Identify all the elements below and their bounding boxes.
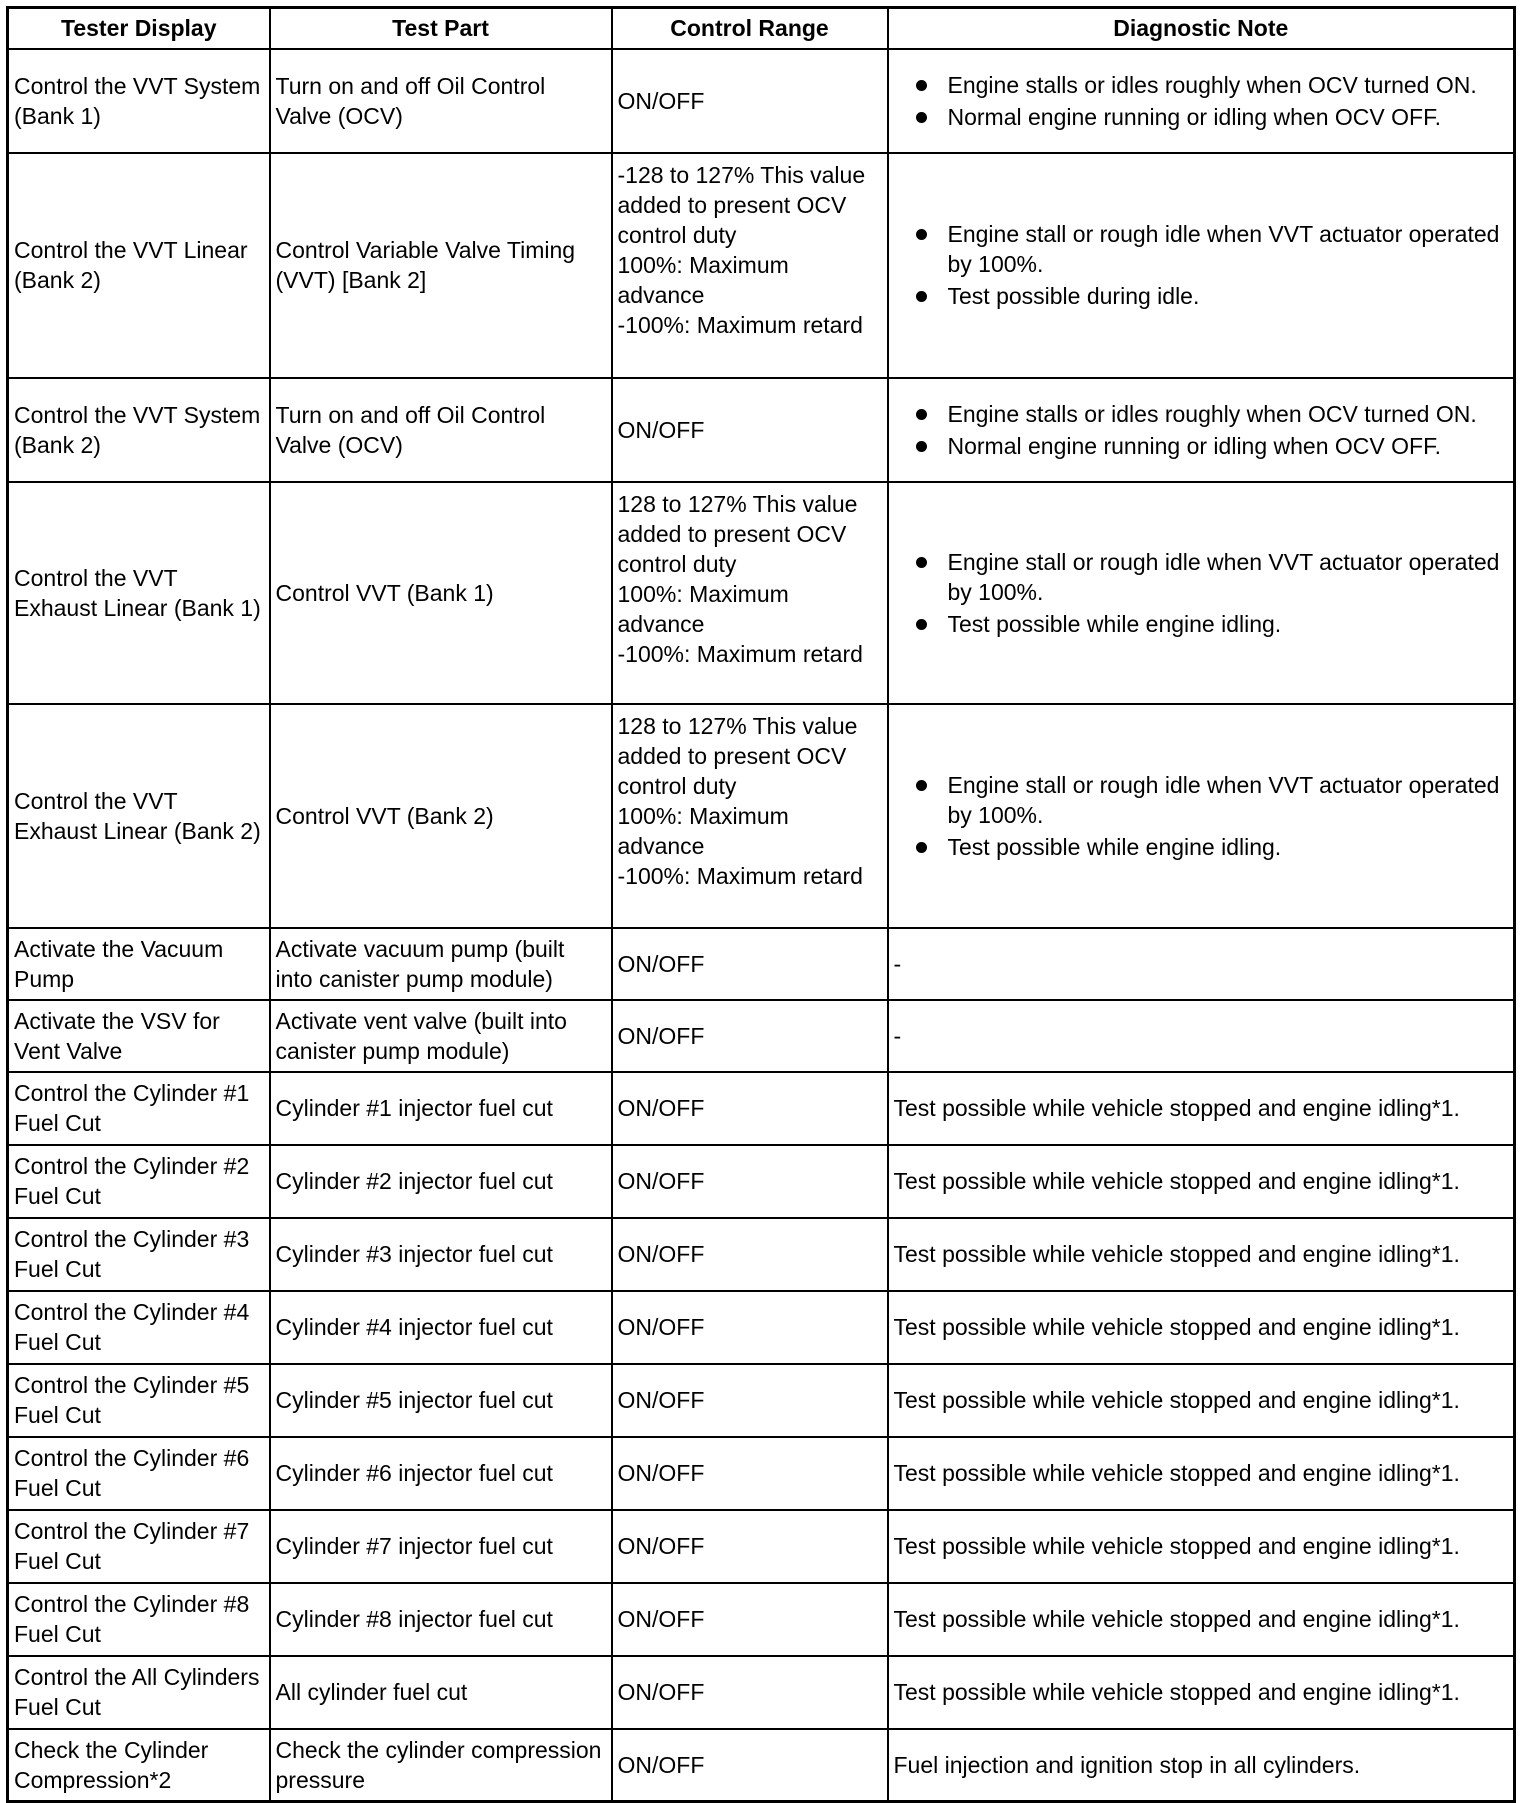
tester-display-cell: Control the VVT Exhaust Linear (Bank 2) — [8, 704, 270, 928]
test-part-cell: Check the cylinder compression pressure — [270, 1729, 612, 1802]
tester-display-cell: Control the VVT System (Bank 1) — [8, 49, 270, 153]
control-range-cell: ON/OFF — [612, 49, 888, 153]
test-part-cell: Control VVT (Bank 2) — [270, 704, 612, 928]
note-text: Test possible during idle. — [947, 283, 1200, 309]
control-range-cell: ON/OFF — [612, 1000, 888, 1072]
table-row — [8, 1218, 1515, 1291]
header-diagnostic-note: Diagnostic Note — [888, 8, 1515, 49]
note-item — [916, 770, 1509, 830]
table-row — [8, 1510, 1515, 1583]
tester-display-cell: Control the All Cylinders Fuel Cut — [8, 1656, 270, 1729]
tester-display-cell: Control the Cylinder #3 Fuel Cut — [8, 1218, 270, 1291]
control-range-cell: ON/OFF — [612, 928, 888, 1000]
test-part-cell: Cylinder #6 injector fuel cut — [270, 1437, 612, 1510]
test-part-cell: Cylinder #4 injector fuel cut — [270, 1291, 612, 1364]
test-part-cell: Cylinder #1 injector fuel cut — [270, 1072, 612, 1145]
note-list — [894, 547, 1509, 639]
table-header-row — [8, 8, 1515, 49]
test-part-cell: Turn on and off Oil Control Valve (OCV) — [270, 49, 612, 153]
table-row — [8, 153, 1515, 378]
table-row — [8, 1583, 1515, 1656]
tester-display-cell: Check the Cylinder Compression*2 — [8, 1729, 270, 1802]
test-part-cell: All cylinder fuel cut — [270, 1656, 612, 1729]
bullet-icon — [916, 229, 927, 240]
control-range-cell: ON/OFF — [612, 1583, 888, 1656]
note-list — [894, 399, 1509, 461]
header-test-part: Test Part — [270, 8, 612, 49]
note-item — [916, 70, 1509, 100]
note-text: Engine stalls or idles roughly when OCV turned ON. — [947, 400, 1477, 427]
note-item — [916, 431, 1509, 461]
note-text: Normal engine running or idling when OCV OFF. — [947, 432, 1441, 459]
diagnostic-note-cell — [888, 153, 1515, 378]
note-item — [916, 832, 1509, 862]
test-part-cell: Control Variable Valve Timing (VVT) [Bank 2] — [270, 153, 612, 378]
tester-display-cell: Control the Cylinder #2 Fuel Cut — [8, 1145, 270, 1218]
control-range-cell: ON/OFF — [612, 1437, 888, 1510]
tester-display-cell: Control the Cylinder #5 Fuel Cut — [8, 1364, 270, 1437]
bullet-icon — [916, 441, 927, 452]
table-row — [8, 482, 1515, 704]
control-range-cell: ON/OFF — [612, 1510, 888, 1583]
diagnostic-note-cell: Test possible while vehicle stopped and engine idling*1. — [888, 1583, 1515, 1656]
diagnostic-note-cell: Test possible while vehicle stopped and engine idling*1. — [888, 1437, 1515, 1510]
bullet-icon — [916, 619, 927, 630]
note-item — [916, 547, 1509, 607]
bullet-icon — [916, 112, 927, 123]
table-row — [8, 1729, 1515, 1802]
table-row — [8, 1364, 1515, 1437]
diagnostic-note-cell: - — [888, 1000, 1515, 1072]
note-list — [894, 70, 1509, 132]
note-text: Test possible while engine idling. — [947, 610, 1282, 637]
diagnostic-note-cell: Test possible while vehicle stopped and engine idling*1. — [888, 1291, 1515, 1364]
diagnostic-note-cell: Test possible while vehicle stopped and engine idling*1. — [888, 1364, 1515, 1437]
diagnostic-note-cell: Test possible while vehicle stopped and engine idling*1. — [888, 1072, 1515, 1145]
tester-display-cell: Activate the VSV for Vent Valve — [8, 1000, 270, 1072]
bullet-icon — [916, 780, 927, 791]
table-row — [8, 1072, 1515, 1145]
note-item — [916, 609, 1509, 639]
tester-display-cell: Control the VVT Exhaust Linear (Bank 1) — [8, 482, 270, 704]
control-range-cell: ON/OFF — [612, 1291, 888, 1364]
note-text: Engine stall or rough idle when VVT actuator operated by 100%. — [947, 221, 1500, 277]
note-text: Engine stall or rough idle when VVT actuator operated by 100%. — [947, 548, 1500, 605]
table-row — [8, 1145, 1515, 1218]
tester-display-cell: Control the Cylinder #8 Fuel Cut — [8, 1583, 270, 1656]
diagnostic-note-cell: Test possible while vehicle stopped and engine idling*1. — [888, 1218, 1515, 1291]
test-part-cell: Turn on and off Oil Control Valve (OCV) — [270, 378, 612, 482]
test-part-cell: Cylinder #5 injector fuel cut — [270, 1364, 612, 1437]
note-item — [916, 219, 1509, 279]
table-row — [8, 1656, 1515, 1729]
note-list — [894, 770, 1509, 862]
control-range-cell: -128 to 127% This value added to present OCV control duty 100%: Maximum advance -100%: Maximum retard — [612, 153, 888, 378]
tester-display-cell: Activate the Vacuum Pump — [8, 928, 270, 1000]
table-row — [8, 704, 1515, 928]
diagnostic-note-cell — [888, 704, 1515, 928]
tester-display-cell: Control the Cylinder #6 Fuel Cut — [8, 1437, 270, 1510]
tester-display-cell: Control the VVT System (Bank 2) — [8, 378, 270, 482]
diagnostic-note-cell — [888, 49, 1515, 153]
control-range-cell: ON/OFF — [612, 378, 888, 482]
control-range-cell: ON/OFF — [612, 1364, 888, 1437]
diagnostic-note-cell: Test possible while vehicle stopped and engine idling*1. — [888, 1145, 1515, 1218]
bullet-icon — [916, 842, 927, 853]
test-part-cell: Cylinder #3 injector fuel cut — [270, 1218, 612, 1291]
note-text: Engine stall or rough idle when VVT actuator operated by 100%. — [947, 771, 1500, 828]
test-part-cell: Control VVT (Bank 1) — [270, 482, 612, 704]
tester-display-cell: Control the VVT Linear (Bank 2) — [8, 153, 270, 378]
diagnostic-note-cell: - — [888, 928, 1515, 1000]
bullet-icon — [916, 557, 927, 568]
diagnostic-note-cell: Fuel injection and ignition stop in all cylinders. — [888, 1729, 1515, 1802]
bullet-icon — [916, 409, 927, 420]
note-item — [916, 399, 1509, 429]
test-part-cell: Activate vent valve (built into canister pump module) — [270, 1000, 612, 1072]
control-range-cell: 128 to 127% This value added to present OCV control duty 100%: Maximum advance -100%: Maximum retard — [612, 704, 888, 928]
table-row — [8, 1000, 1515, 1072]
table-row — [8, 928, 1515, 1000]
bullet-icon — [916, 80, 927, 91]
control-range-cell: ON/OFF — [612, 1656, 888, 1729]
control-range-cell: 128 to 127% This value added to present OCV control duty 100%: Maximum advance -100%: Maximum retard — [612, 482, 888, 704]
test-part-cell: Cylinder #7 injector fuel cut — [270, 1510, 612, 1583]
control-range-cell: ON/OFF — [612, 1729, 888, 1802]
note-item — [916, 102, 1509, 132]
control-range-cell: ON/OFF — [612, 1218, 888, 1291]
note-list — [894, 219, 1509, 311]
note-text: Engine stalls or idles roughly when OCV turned ON. — [947, 71, 1477, 98]
note-text: Normal engine running or idling when OCV OFF. — [947, 103, 1441, 130]
tester-display-cell: Control the Cylinder #7 Fuel Cut — [8, 1510, 270, 1583]
control-range-cell: ON/OFF — [612, 1072, 888, 1145]
table-row — [8, 1437, 1515, 1510]
diagnostic-note-cell: Test possible while vehicle stopped and engine idling*1. — [888, 1656, 1515, 1729]
test-part-cell: Cylinder #2 injector fuel cut — [270, 1145, 612, 1218]
test-part-cell: Activate vacuum pump (built into canister pump module) — [270, 928, 612, 1000]
table-row — [8, 49, 1515, 153]
diagnostic-note-cell — [888, 482, 1515, 704]
header-tester-display: Tester Display — [8, 8, 270, 49]
note-item — [916, 281, 1509, 311]
tester-display-cell: Control the Cylinder #4 Fuel Cut — [8, 1291, 270, 1364]
table-row — [8, 1291, 1515, 1364]
table-row — [8, 378, 1515, 482]
control-range-cell: ON/OFF — [612, 1145, 888, 1218]
test-part-cell: Cylinder #8 injector fuel cut — [270, 1583, 612, 1656]
note-text: Test possible while engine idling. — [947, 833, 1282, 860]
active-test-table — [6, 6, 1516, 1803]
bullet-icon — [916, 291, 927, 302]
header-control-range: Control Range — [612, 8, 888, 49]
diagnostic-note-cell: Test possible while vehicle stopped and engine idling*1. — [888, 1510, 1515, 1583]
tester-display-cell: Control the Cylinder #1 Fuel Cut — [8, 1072, 270, 1145]
diagnostic-note-cell — [888, 378, 1515, 482]
